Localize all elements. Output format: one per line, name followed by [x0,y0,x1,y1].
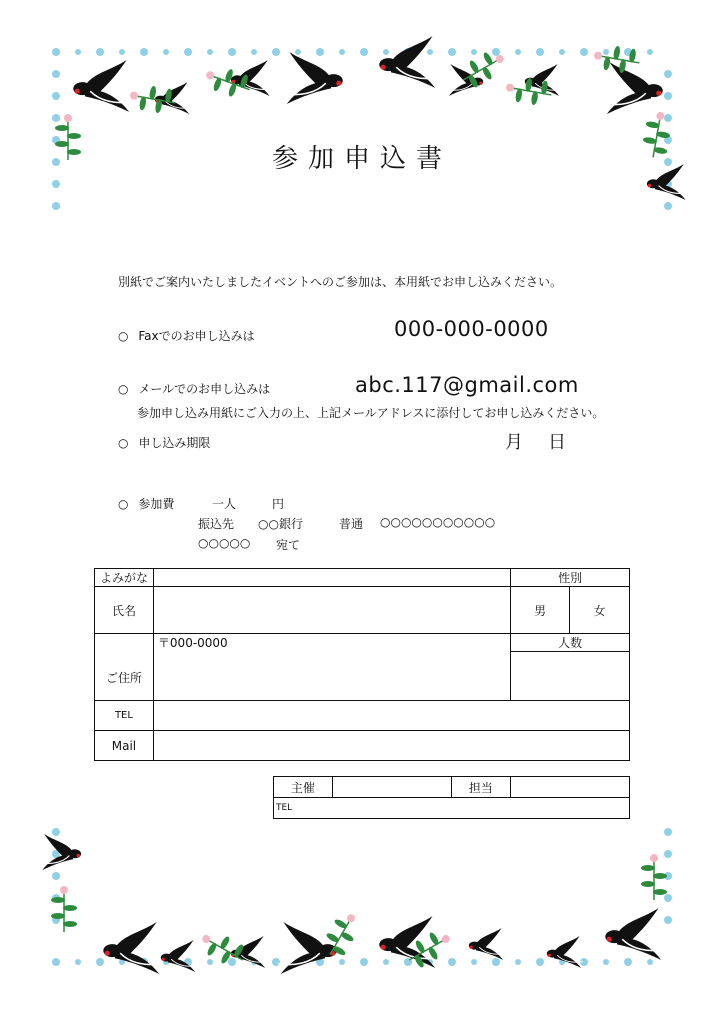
border-dot [664,894,672,902]
border-dot [52,202,60,210]
leaf-icon [202,62,254,102]
fax-label: Faxでのお申し込みは [138,329,255,343]
gender-female[interactable]: 女 [570,587,630,634]
border-dot [272,958,280,966]
mail-row [118,380,270,397]
border-dot [664,92,672,100]
border-dot [664,70,672,78]
border-dot [75,959,81,965]
border-dot [52,114,60,122]
mail-label: メールでのお申し込みは [138,382,271,396]
swallow-icon [278,922,337,974]
leaf-icon [504,74,554,108]
border-dot [664,850,672,858]
border-dot [647,959,653,965]
border-dot [360,958,368,966]
swallow-icon [41,834,82,870]
swallow-icon [469,928,505,960]
border-dot [360,48,368,56]
border-dot [580,48,588,56]
contact-field[interactable] [511,777,630,798]
mail-address: abc.117@gmail.com [355,373,579,397]
border-dot [52,70,60,78]
account-type: 普通 [339,517,364,531]
border-dot [471,959,477,965]
swallow-icon [605,908,664,960]
border-dot [624,958,632,966]
border-dot [448,48,456,56]
name-label: 氏名 [95,587,154,634]
swallow-icon [604,62,663,114]
border-dot [52,180,60,188]
address-label: ご住所 [95,634,154,701]
border-dot [52,872,60,880]
count-label: 人数 [511,634,630,652]
payee-suffix: 宛て [276,538,301,552]
count-field[interactable] [511,652,630,701]
application-form [94,568,630,761]
border-dot [207,959,213,965]
deadline-label: 申し込み期限 [138,436,211,450]
fee-per-person: 一人 [212,497,237,511]
border-dot [647,49,653,55]
leaf-icon [196,926,249,972]
border-dot [339,49,345,55]
bullet: ○ [118,329,129,343]
transfer-label: 振込先 [198,517,235,531]
tel-label: TEL [95,701,154,731]
border-dot [536,958,544,966]
border-dot [492,958,500,966]
address-field[interactable] [153,634,510,701]
postal-code: 〒000-0000 [157,636,228,650]
name-field[interactable] [153,587,510,634]
swallow-icon [547,936,583,968]
border-dot [52,828,60,836]
deadline-day: 日 [548,432,566,453]
border-dot [119,49,125,55]
border-dot [383,959,389,965]
furigana-label: よみがな [95,569,154,587]
border-dot [295,49,301,55]
intro-text: 別紙でご案内いたしましたイベントへのご参加は、本用紙でお申し込みください。 [118,275,563,289]
border-dot [207,49,213,55]
organizer-table [273,776,630,819]
host-label: 主催 [274,777,333,798]
swallow-icon [284,52,343,104]
leaf-icon [51,886,77,932]
border-dot [52,958,60,966]
border-dot [603,959,609,965]
border-dot [603,49,609,55]
border-dot [316,48,324,56]
border-dot [52,92,60,100]
border-dot [52,48,60,56]
border-dot [559,49,565,55]
border-dot [96,958,104,966]
gender-label: 性別 [511,569,630,587]
organizer-tel[interactable] [274,798,630,819]
swallow-icon [103,922,162,974]
border-dot [664,828,672,836]
border-dot [536,48,544,56]
swallow-icon [73,60,132,112]
border-dot [272,48,280,56]
host-field[interactable] [332,777,451,798]
border-dot [251,49,257,55]
swallow-icon [379,36,438,88]
border-dot [664,916,672,924]
fee-yen: 円 [272,497,285,511]
border-dot [228,48,236,56]
border-dot [515,959,521,965]
border-dot [515,49,521,55]
mail-note: 参加申し込み用紙にご入力の上、上記メールアドレスに添付してお申し込みください。 [137,406,605,420]
contact-label: 担当 [451,777,511,798]
organizer-tel-label: TEL [276,803,293,813]
payee-name: ○○○○○ [198,536,251,550]
border-dot [163,49,169,55]
border-dot [228,958,236,966]
border-dot [492,48,500,56]
mail-label-cell: Mail [95,731,154,761]
border-dot [471,49,477,55]
furigana-field[interactable] [153,569,510,587]
fee-label: 参加費 [138,497,175,511]
deadline-row [118,434,210,451]
border-dot [383,49,389,55]
swallow-icon [161,940,197,972]
border-dot [664,202,672,210]
deadline-month: 月 [505,432,523,453]
bullet: ○ [118,497,129,511]
tel-field[interactable] [153,701,629,731]
bullet: ○ [118,382,129,396]
fax-number: 000-000-0000 [394,317,549,341]
page-title: 参加申込書 [271,144,452,174]
fax-row [118,327,255,344]
bank-name: ○○銀行 [258,517,303,531]
border-dot [448,958,456,966]
swallow-icon [231,60,272,96]
border-dot [339,959,345,965]
leaf-icon [128,82,178,116]
gender-male[interactable]: 男 [511,587,570,634]
bullet: ○ [118,436,129,450]
border-dot [664,114,672,122]
border-dot [140,48,148,56]
border-dot [427,49,433,55]
account-number: ○○○○○○○○○○○ [380,515,496,529]
border-dot [96,48,104,56]
fee-row [118,495,174,512]
border-dot [75,49,81,55]
border-dot [184,48,192,56]
mail-field[interactable] [153,731,629,761]
leaf-icon [641,854,667,900]
